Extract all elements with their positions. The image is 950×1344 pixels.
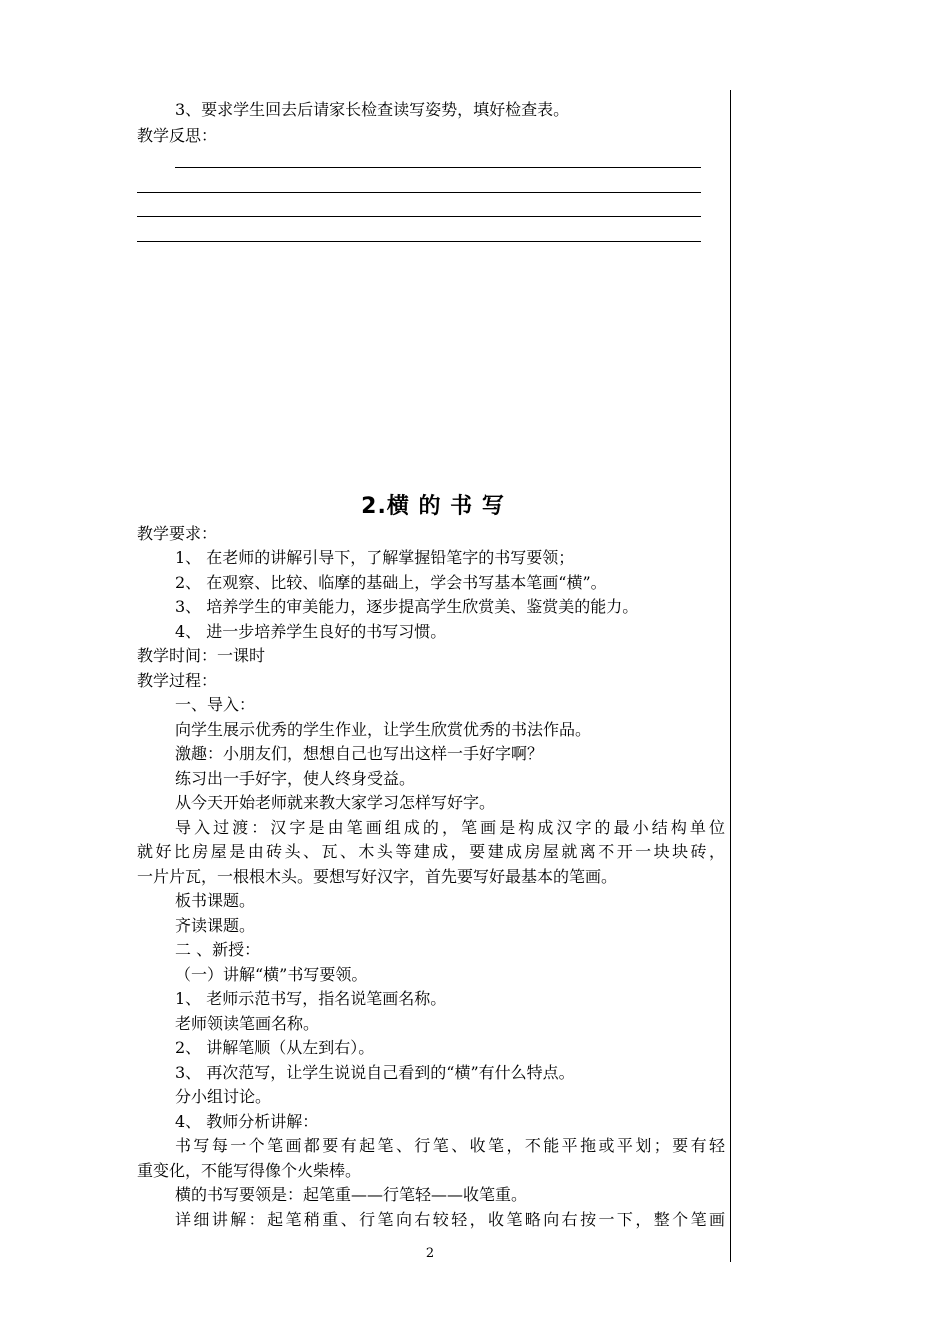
new-step: 1、 老师示范书写，指名说笔画名称。 xyxy=(175,989,447,1008)
intro-paragraph: 板书课题。 xyxy=(175,891,256,910)
intro-paragraph: 激趣：小朋友们，想想自己也写出这样一手好字啊？ xyxy=(175,744,544,763)
requirements-label: 教学要求： xyxy=(137,524,218,543)
reflection-line-3 xyxy=(137,216,701,217)
teaching-time: 教学时间：一课时 xyxy=(137,646,266,665)
page-number: 2 xyxy=(425,1246,435,1261)
intro-paragraph: 齐读课题。 xyxy=(175,916,256,935)
top-item-3: 3、要求学生回去后请家长检查读写姿势，填好检查表。 xyxy=(175,100,570,119)
intro-paragraph: 向学生展示优秀的学生作业，让学生欣赏优秀的书法作品。 xyxy=(175,720,592,739)
lesson-title: 2.横 的 书 写 xyxy=(361,494,505,519)
transition-line: 就好比房屋是由砖头、瓦、木头等建成，要建成房屋就离不开一块块砖， xyxy=(137,842,725,861)
intro-heading: 一、导入： xyxy=(175,695,256,714)
analysis-line: 书写每一个笔画都要有起笔、行笔、收笔，不能平拖或平划；要有轻 xyxy=(175,1136,725,1155)
transition-line: 一片片瓦，一根根木头。要想写好汉字，首先要写好最基本的笔画。 xyxy=(137,867,618,886)
reflection-line-2 xyxy=(137,192,701,193)
detail-explanation: 详细讲解：起笔稍重、行笔向右较轻，收笔略向右按一下，整个笔画 xyxy=(175,1210,725,1229)
new-step: 2、 讲解笔顺（从左到右）。 xyxy=(175,1038,375,1057)
new-subheading: （一）讲解“横”书写要领。 xyxy=(175,965,368,984)
requirement-item: 3、 培养学生的审美能力，逐步提高学生欣赏美、鉴赏美的能力。 xyxy=(175,597,639,616)
new-step: 4、 教师分析讲解： xyxy=(175,1112,319,1131)
new-step: 老师领读笔画名称。 xyxy=(175,1014,320,1033)
analysis-line: 重变化，不能写得像个火柴棒。 xyxy=(137,1161,362,1180)
intro-paragraph: 从今天开始老师就来教大家学习怎样写好字。 xyxy=(175,793,496,812)
requirement-item: 1、 在老师的讲解引导下，了解掌握铅笔字的书写要领； xyxy=(175,548,575,567)
reflection-line-1 xyxy=(175,167,701,168)
process-label: 教学过程： xyxy=(137,671,218,690)
new-heading: 二 、新授： xyxy=(175,940,261,959)
reflection-label: 教学反思： xyxy=(137,126,218,145)
transition-line: 导入过渡：汉字是由笔画组成的，笔画是构成汉字的最小结构单位 xyxy=(175,818,725,837)
requirement-item: 4、 进一步培养学生良好的书写习惯。 xyxy=(175,622,447,641)
new-step: 3、 再次范写，让学生说说自己看到的“横”有什么特点。 xyxy=(175,1063,575,1082)
new-step: 分小组讨论。 xyxy=(175,1087,272,1106)
stroke-key-points: 横的书写要领是：起笔重——行笔轻——收笔重。 xyxy=(175,1185,528,1204)
intro-paragraph: 练习出一手好字，使人终身受益。 xyxy=(175,769,416,788)
requirement-item: 2、 在观察、比较、临摩的基础上，学会书写基本笔画“横”。 xyxy=(175,573,607,592)
reflection-line-4 xyxy=(137,241,701,242)
